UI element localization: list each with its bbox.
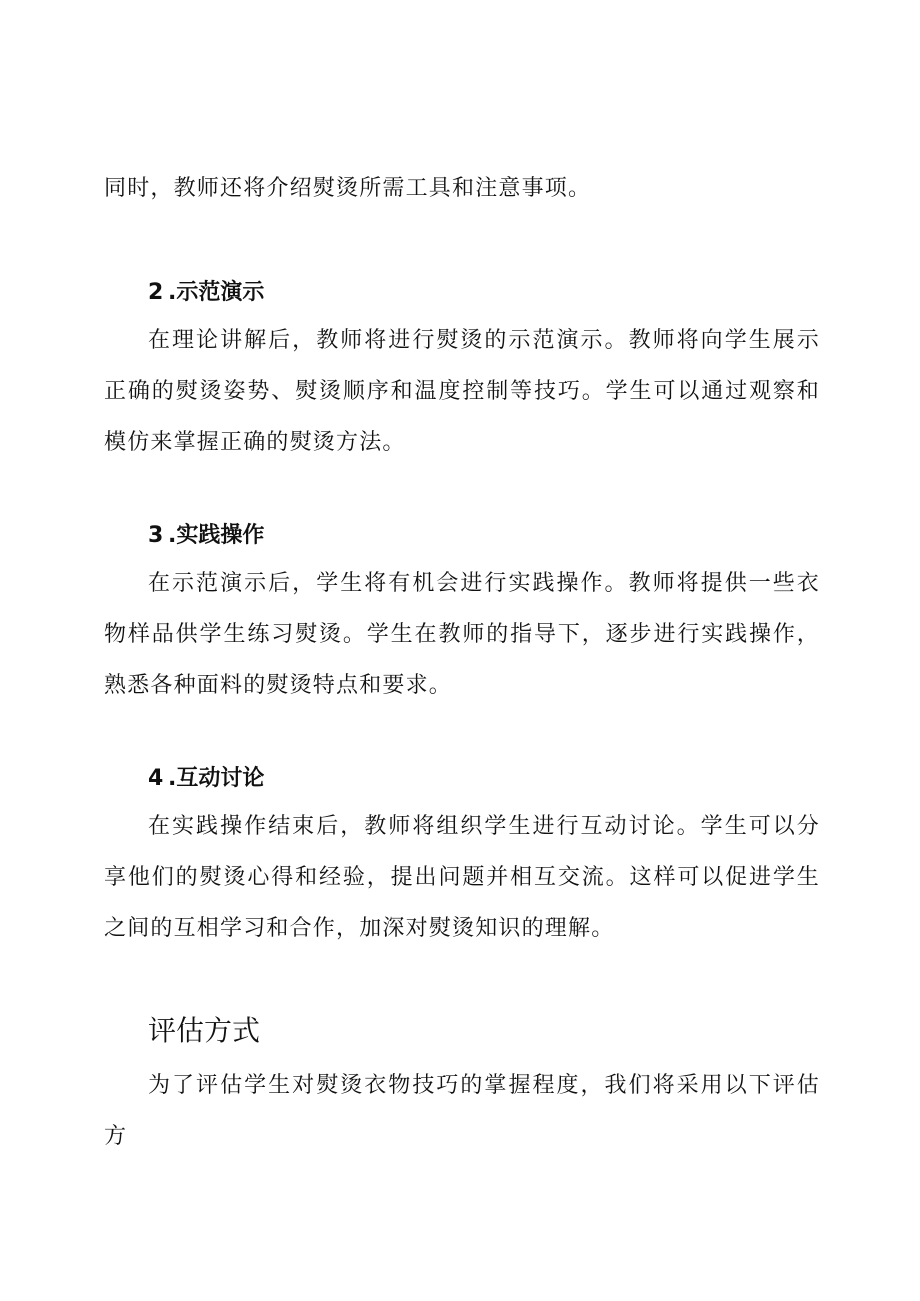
step-3-title: .实践操作 <box>168 523 265 548</box>
step-3-heading <box>148 521 264 551</box>
step-4-number: 4 <box>148 766 164 791</box>
step-3-paragraph: 在示范演示后，学生将有机会进行实践操作。教师将提供一些衣物样品供学生练习熨烫。学生在教师的指导下，逐步进行实践操作，熟悉各种面料的熨烫特点和要求。 <box>104 571 820 698</box>
step-2-title: .示范演示 <box>168 280 265 305</box>
step-4-title: .互动讨论 <box>168 766 265 791</box>
step-4-paragraph: 在实践操作结束后，教师将组织学生进行互动讨论。学生可以分享他们的熨烫心得和经验，提出问题并相互交流。这样可以促进学生之间的互相学习和合作，加深对熨烫知识的理解。 <box>104 814 820 941</box>
evaluation-paragraph: 为了评估学生对熨烫衣物技巧的掌握程度，我们将采用以下评估方 <box>104 1073 820 1149</box>
evaluation-section-title: 评估方式 <box>148 1014 261 1047</box>
step-2-number: 2 <box>148 280 164 305</box>
intro-paragraph: 同时，教师还将介绍熨烫所需工具和注意事项。 <box>104 176 592 201</box>
step-4-heading <box>148 764 264 794</box>
step-3-number: 3 <box>148 523 164 548</box>
step-2-heading <box>148 278 264 308</box>
step-2-paragraph: 在理论讲解后，教师将进行熨烫的示范演示。教师将向学生展示正确的熨烫姿势、熨烫顺序和温度控制等技巧。学生可以通过观察和模仿来掌握正确的熨烫方法。 <box>104 328 820 455</box>
